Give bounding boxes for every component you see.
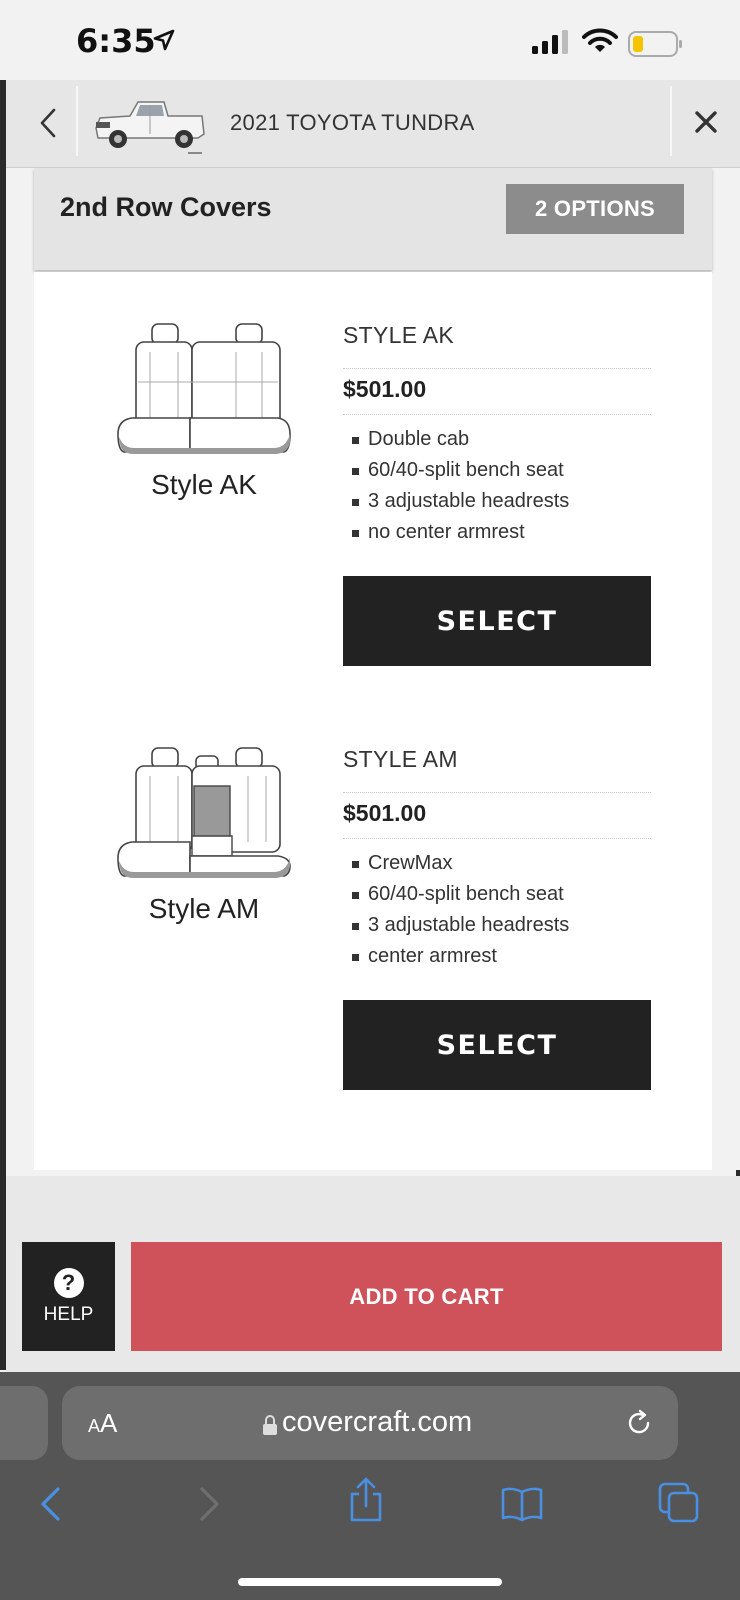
address-bar[interactable] xyxy=(62,1386,678,1460)
style-name: STYLE AK xyxy=(343,322,455,348)
question-mark-icon: ? xyxy=(54,1268,84,1298)
divider xyxy=(343,792,651,793)
reload-icon[interactable] xyxy=(624,1408,654,1438)
back-icon[interactable] xyxy=(38,1486,62,1522)
feature-item: 3 adjustable headrests xyxy=(352,910,569,941)
share-icon[interactable] xyxy=(346,1476,386,1524)
status-bar xyxy=(0,0,740,80)
add-to-cart-button[interactable]: ADD TO CART xyxy=(131,1242,722,1351)
url-text: covercraft.com xyxy=(282,1406,473,1438)
bookmarks-icon[interactable] xyxy=(500,1486,544,1522)
battery-icon xyxy=(628,31,684,57)
clock: 6:35 xyxy=(76,22,156,60)
options-count-badge[interactable]: 2 OPTIONS xyxy=(506,184,684,234)
feature-list xyxy=(352,424,569,548)
wifi-icon xyxy=(582,28,618,54)
section-header xyxy=(34,168,712,270)
seat-diagram-ak xyxy=(114,322,294,512)
help-label: HELP xyxy=(43,1303,94,1325)
option-card-ak xyxy=(34,272,712,692)
divider xyxy=(343,368,651,369)
close-button[interactable] xyxy=(686,102,726,142)
text-size-button[interactable]: AA xyxy=(88,1408,118,1438)
option-card-am xyxy=(34,696,712,1116)
close-icon xyxy=(694,110,718,134)
location-arrow-icon xyxy=(152,28,176,52)
seat-diagram-label: Style AK xyxy=(151,469,257,500)
feature-item: CrewMax xyxy=(352,848,569,879)
signal-icon xyxy=(532,30,572,54)
feature-item: Double cab xyxy=(352,424,569,455)
feature-item: 60/40-split bench seat xyxy=(352,879,569,910)
feature-item: no center armrest xyxy=(352,517,569,548)
feature-item: 3 adjustable headrests xyxy=(352,486,569,517)
truck-thumbnail xyxy=(90,94,208,154)
options-list xyxy=(34,272,712,1170)
price: $501.00 xyxy=(343,376,427,402)
section-title: 2nd Row Covers xyxy=(60,192,272,222)
tabs-icon[interactable] xyxy=(658,1482,700,1524)
browser-toolbar xyxy=(0,1372,740,1600)
back-chevron-icon xyxy=(38,107,58,139)
select-button-ak[interactable]: SELECT xyxy=(343,576,651,666)
vehicle-bar xyxy=(6,80,740,168)
seat-diagram-label: Style AM xyxy=(148,893,260,924)
divider xyxy=(343,838,651,839)
select-button-am[interactable]: SELECT xyxy=(343,1000,651,1090)
style-name: STYLE AM xyxy=(343,746,458,772)
lock-icon xyxy=(262,1414,278,1436)
divider xyxy=(670,86,672,156)
price: $501.00 xyxy=(343,800,427,826)
home-indicator[interactable] xyxy=(238,1578,502,1586)
forward-icon[interactable] xyxy=(198,1486,222,1522)
previous-tab-preview[interactable] xyxy=(0,1386,48,1460)
feature-item: 60/40-split bench seat xyxy=(352,455,569,486)
vehicle-title: 2021 TOYOTA TUNDRA xyxy=(230,110,475,135)
feature-item: center armrest xyxy=(352,941,569,972)
feature-list xyxy=(352,848,569,972)
divider xyxy=(343,414,651,415)
help-button[interactable] xyxy=(22,1242,115,1351)
seat-diagram-am xyxy=(114,746,294,936)
divider xyxy=(76,86,78,156)
back-button[interactable] xyxy=(28,100,68,146)
